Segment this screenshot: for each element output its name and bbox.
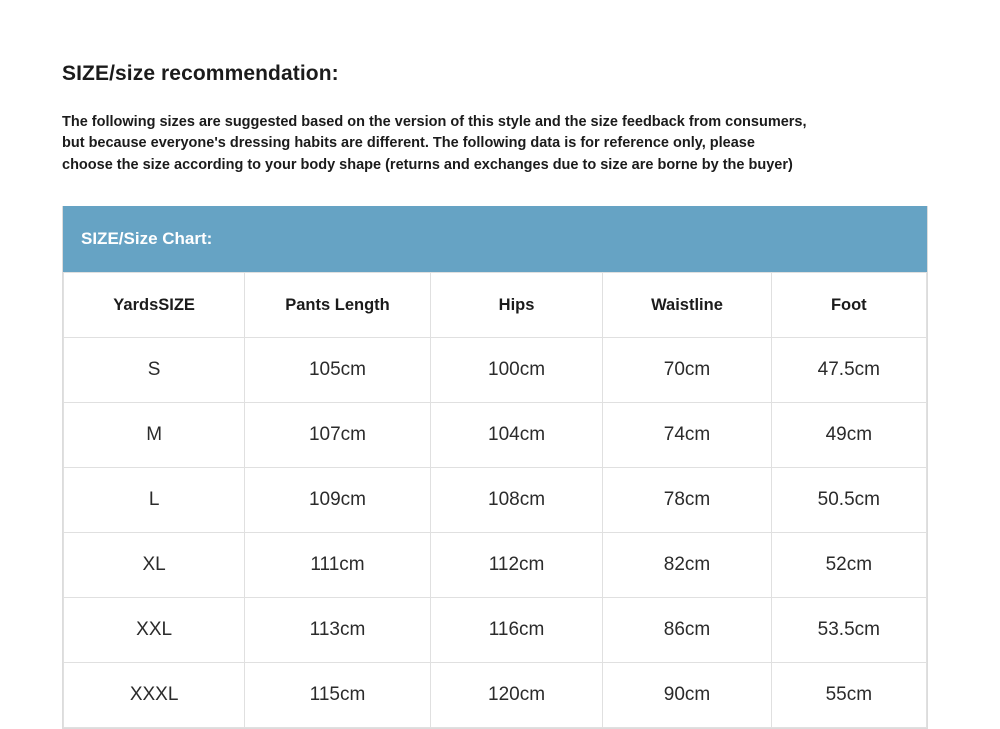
cell-hips: 100cm <box>430 338 603 403</box>
table-row <box>64 598 927 663</box>
cell-pants-length: 107cm <box>245 403 431 468</box>
cell-pants-length: 115cm <box>245 663 431 728</box>
cell-waistline: 78cm <box>603 468 771 533</box>
size-chart-table <box>63 272 927 728</box>
cell-waistline: 86cm <box>603 598 771 663</box>
cell-hips: 112cm <box>430 533 603 598</box>
cell-pants-length: 105cm <box>245 338 431 403</box>
table-row <box>64 533 927 598</box>
cell-pants-length: 109cm <box>245 468 431 533</box>
column-header-yards-size: YardsSIZE <box>64 273 245 338</box>
column-header-waistline: Waistline <box>603 273 771 338</box>
table-row <box>64 338 927 403</box>
cell-pants-length: 113cm <box>245 598 431 663</box>
cell-waistline: 74cm <box>603 403 771 468</box>
cell-size: L <box>64 468 245 533</box>
table-row <box>64 468 927 533</box>
column-header-pants-length: Pants Length <box>245 273 431 338</box>
cell-size: XL <box>64 533 245 598</box>
cell-size: S <box>64 338 245 403</box>
size-chart-title-label: SIZE/Size Chart: <box>81 229 213 249</box>
intro-paragraph <box>62 112 940 176</box>
cell-pants-length: 111cm <box>245 533 431 598</box>
cell-foot: 55cm <box>771 663 926 728</box>
size-chart-title-bar <box>63 206 927 272</box>
column-header-hips: Hips <box>430 273 603 338</box>
cell-waistline: 90cm <box>603 663 771 728</box>
cell-foot: 47.5cm <box>771 338 926 403</box>
table-row <box>64 403 927 468</box>
table-row <box>64 663 927 728</box>
cell-size: XXXL <box>64 663 245 728</box>
cell-hips: 120cm <box>430 663 603 728</box>
table-header-row <box>64 273 927 338</box>
size-chart-table-wrapper <box>62 206 928 729</box>
cell-foot: 52cm <box>771 533 926 598</box>
intro-line-2: but because everyone's dressing habits are different. The following data is for reference only, please <box>62 135 755 152</box>
column-header-foot: Foot <box>771 273 926 338</box>
intro-line-1: The following sizes are suggested based on the version of this style and the size feedback from consumers, <box>62 114 807 130</box>
cell-foot: 53.5cm <box>771 598 926 663</box>
cell-waistline: 82cm <box>603 533 771 598</box>
cell-size: XXL <box>64 598 245 663</box>
cell-hips: 108cm <box>430 468 603 533</box>
cell-hips: 104cm <box>430 403 603 468</box>
cell-waistline: 70cm <box>603 338 771 403</box>
cell-foot: 49cm <box>771 403 926 468</box>
cell-hips: 116cm <box>430 598 603 663</box>
page-title: SIZE/size recommendation: <box>62 62 339 85</box>
intro-line-3: choose the size according to your body shape (returns and exchanges due to size are borne by the buyer) <box>62 156 793 173</box>
cell-foot: 50.5cm <box>771 468 926 533</box>
cell-size: M <box>64 403 245 468</box>
